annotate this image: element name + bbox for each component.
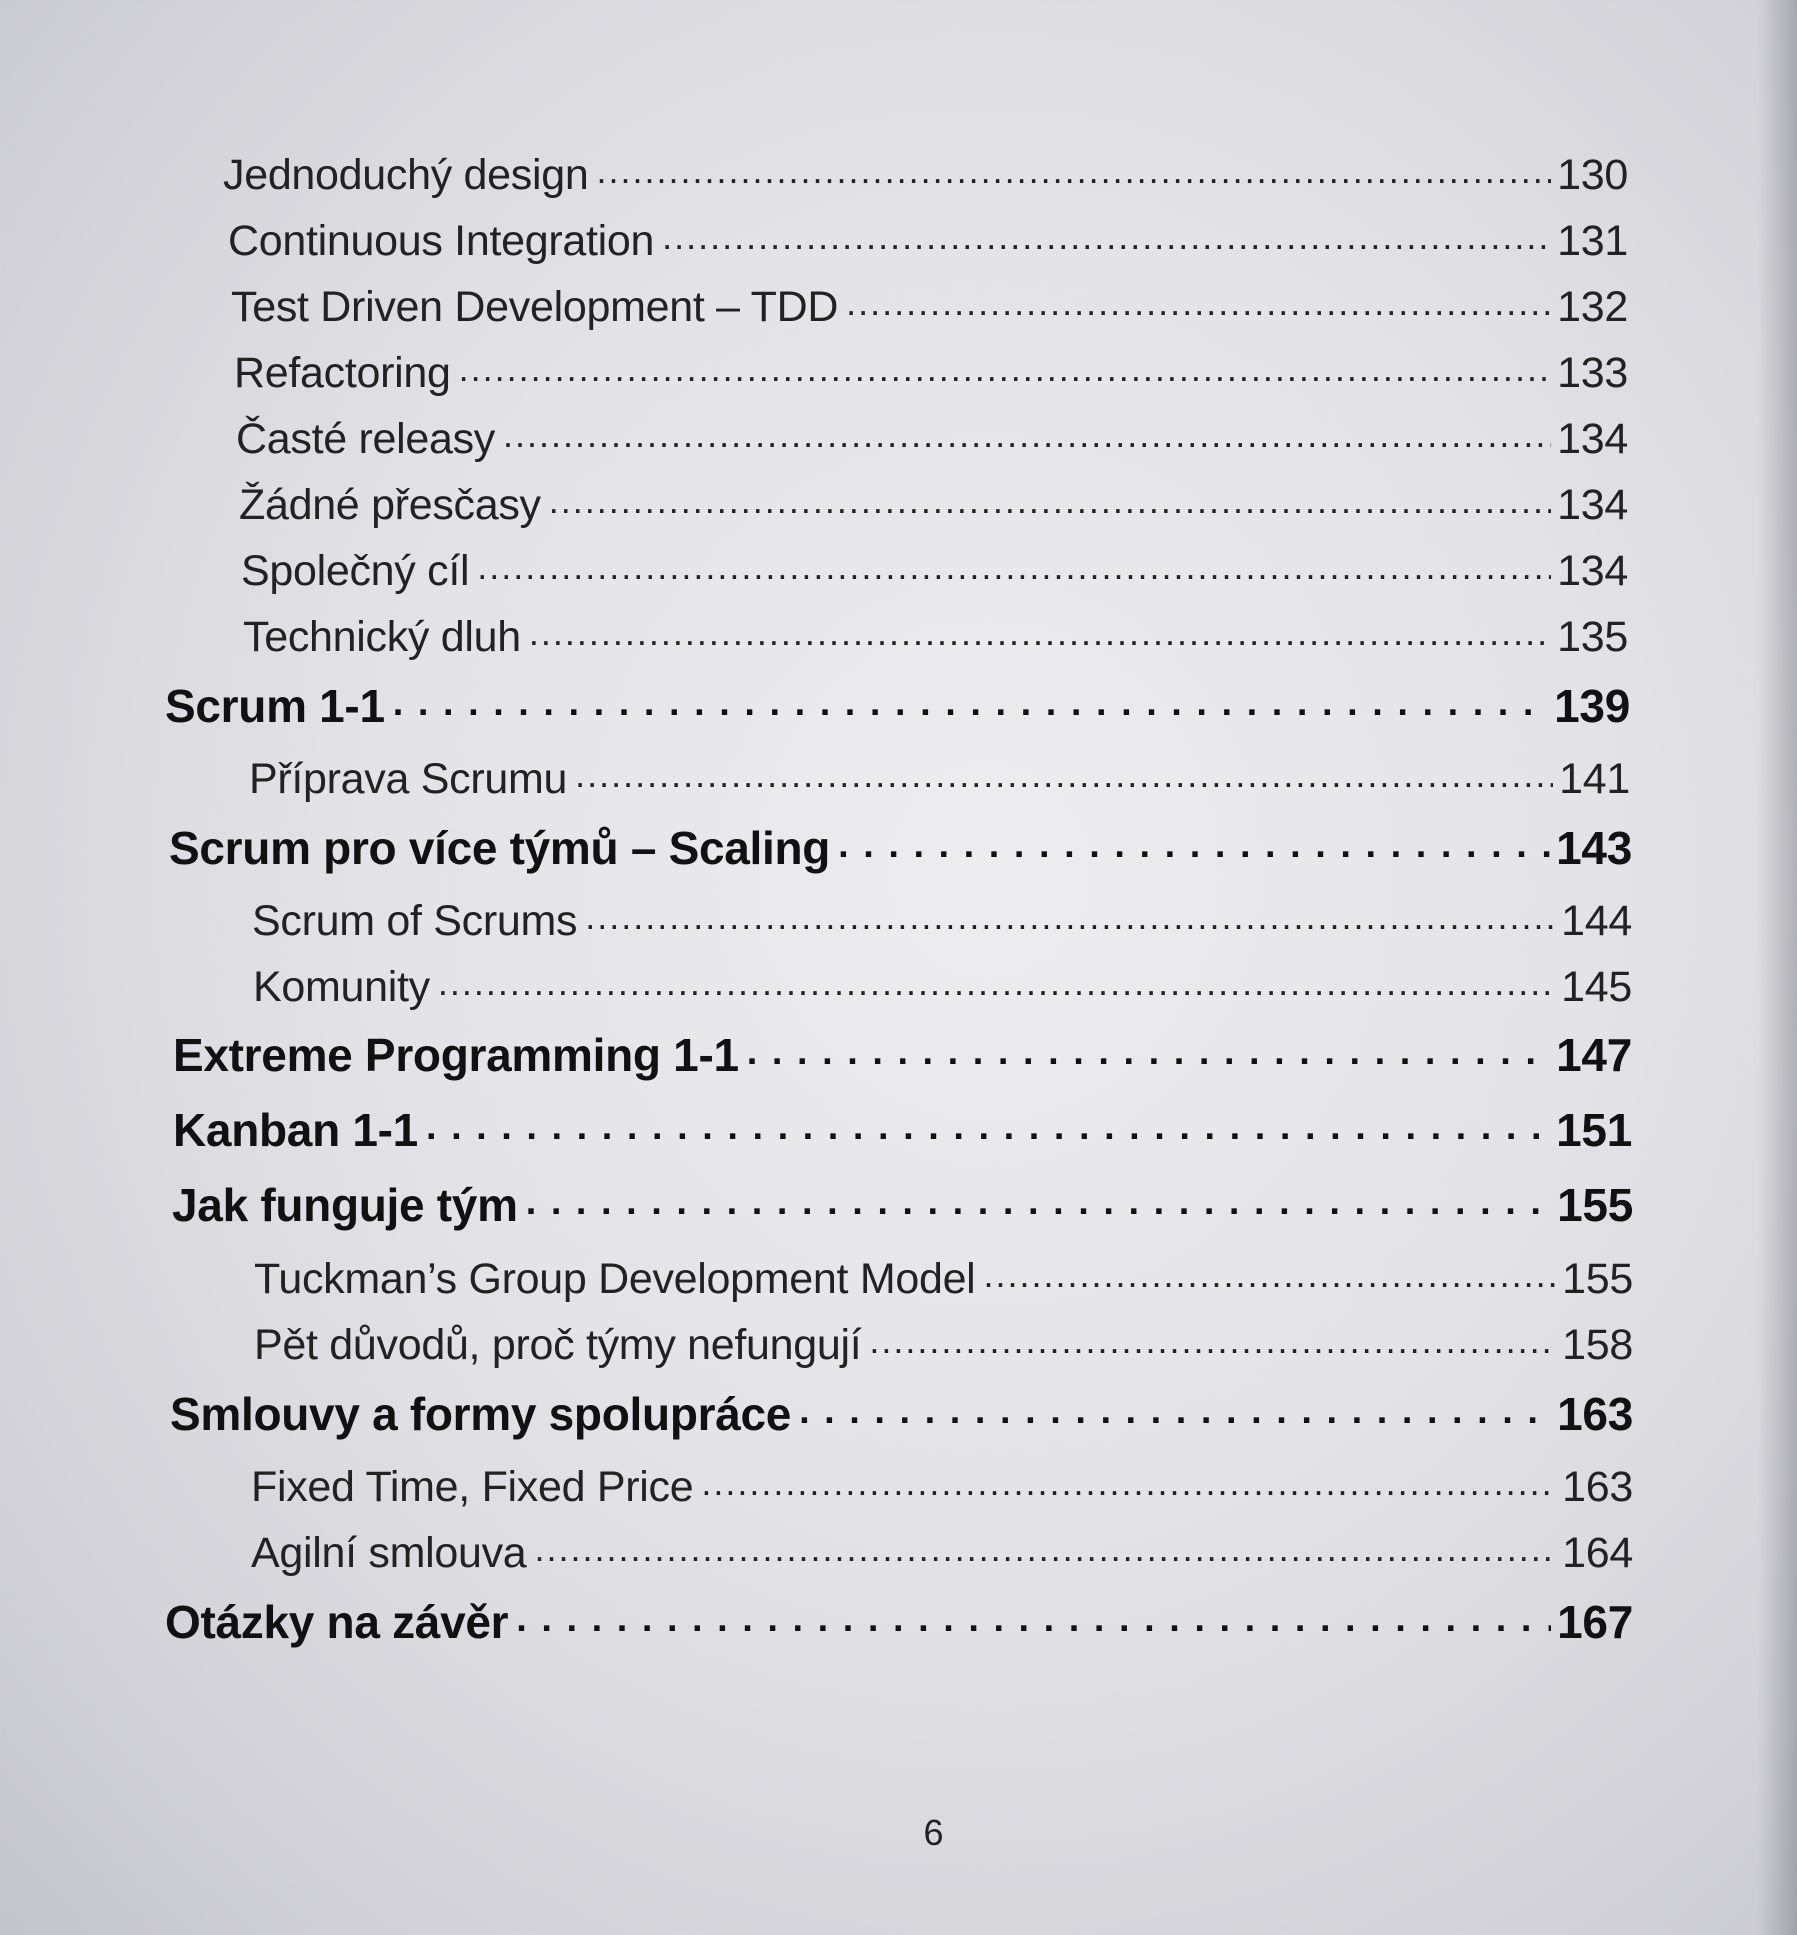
toc-chapter[interactable] [169,818,1632,875]
toc-entry[interactable] [254,1250,1633,1304]
toc-entry-page: 155 [1562,1255,1633,1303]
toc-chapter-page: 167 [1557,1596,1633,1648]
dot-leader [662,212,1551,255]
toc-chapter[interactable] [173,1100,1632,1157]
toc-chapter-title: Otázky na závěr [165,1596,509,1648]
toc-entry[interactable] [254,1316,1633,1370]
toc-entry-page: 163 [1562,1463,1633,1511]
toc-chapter-page: 143 [1556,822,1632,874]
toc-entry-title: Společný cíl [241,547,470,595]
toc-entry-title: Fixed Time, Fixed Price [251,1463,694,1511]
dot-leader [596,146,1551,189]
toc-entry[interactable] [253,958,1632,1012]
toc-chapter-title: Scrum pro více týmů – Scaling [169,822,831,874]
toc-entry-title: Agilní smlouva [251,1529,527,1577]
toc-entry-title: Časté releasy [236,415,495,463]
toc-entry[interactable] [223,146,1628,200]
dot-leader [438,958,1555,1001]
toc-chapter[interactable] [165,676,1630,733]
dot-leader [846,278,1551,321]
dot-leader [747,1025,1550,1071]
toc-entry[interactable] [243,608,1628,662]
toc-entry[interactable] [241,542,1628,596]
toc-entry-title: Tuckman’s Group Development Model [254,1255,976,1303]
toc-entry-page: 158 [1562,1321,1633,1369]
toc-entry[interactable] [239,476,1628,530]
dot-leader [585,892,1555,935]
toc-entry-page: 134 [1557,547,1628,595]
toc-entry-page: 144 [1561,897,1632,945]
toc-entry-title: Žádné přesčasy [239,481,541,529]
toc-entry-page: 133 [1557,349,1628,397]
toc-chapter-title: Kanban 1-1 [173,1104,418,1156]
dot-leader [575,750,1553,793]
toc-chapter-title: Extreme Programming 1-1 [173,1029,739,1081]
dot-leader [503,410,1551,453]
toc-entry-page: 134 [1557,415,1628,463]
dot-leader [516,1592,1551,1638]
toc-entry-title: Příprava Scrumu [249,755,568,803]
dot-leader [534,1524,1556,1567]
toc-chapter-page: 139 [1554,680,1630,732]
toc-entry-page: 130 [1557,151,1628,199]
dot-leader [549,476,1551,519]
dot-leader [869,1316,1556,1359]
toc-chapter[interactable] [173,1025,1632,1082]
dot-leader [701,1458,1556,1501]
toc-entry-page: 141 [1559,755,1630,803]
dot-leader [983,1250,1556,1293]
toc-entry-title: Continuous Integration [228,217,655,265]
toc-entry[interactable] [251,1458,1633,1512]
toc-chapter[interactable] [170,1384,1633,1441]
toc-entry-title: Jednoduchý design [223,151,589,199]
dot-leader [526,1175,1551,1221]
page-number: 6 [923,1812,944,1853]
toc-entry-page: 134 [1557,481,1628,529]
dot-leader [838,818,1550,864]
toc-entry-page: 135 [1557,613,1628,661]
toc-entry-page: 145 [1561,963,1632,1011]
toc-entry-page: 132 [1557,283,1628,331]
toc-chapter-title: Smlouvy a formy spolupráce [170,1388,792,1440]
toc-entry[interactable] [252,892,1632,946]
toc-chapter[interactable] [172,1175,1633,1232]
dot-leader [477,542,1551,585]
toc-chapter-page: 151 [1556,1104,1632,1156]
toc-entry[interactable] [249,750,1630,804]
toc-entry[interactable] [234,344,1628,398]
toc-chapter-page: 155 [1557,1179,1633,1231]
dot-leader [529,608,1551,651]
dot-leader [393,676,1548,722]
toc-entry-title: Komunity [253,963,430,1011]
toc-entry-title: Scrum of Scrums [252,897,578,945]
toc-entry[interactable] [231,278,1628,332]
toc-chapter-page: 147 [1556,1029,1632,1081]
toc-entry[interactable] [228,212,1628,266]
toc-entry-title: Refactoring [234,349,451,397]
toc-entry-title: Test Driven Development – TDD [231,283,839,331]
toc-entry-title: Technický dluh [243,613,521,661]
dot-leader [459,344,1552,387]
dot-leader [799,1384,1551,1430]
toc-chapter[interactable] [165,1592,1633,1649]
toc-entry-page: 131 [1557,217,1628,265]
toc-chapter-page: 163 [1557,1388,1633,1440]
toc-entry[interactable] [236,410,1628,464]
toc-chapter-title: Scrum 1-1 [165,680,385,732]
toc-entry-page: 164 [1562,1529,1633,1577]
toc-entry[interactable] [251,1524,1633,1578]
toc-chapter-title: Jak funguje tým [172,1179,518,1231]
toc-entry-title: Pět důvodů, proč týmy nefungují [254,1321,862,1369]
dot-leader [426,1100,1550,1146]
